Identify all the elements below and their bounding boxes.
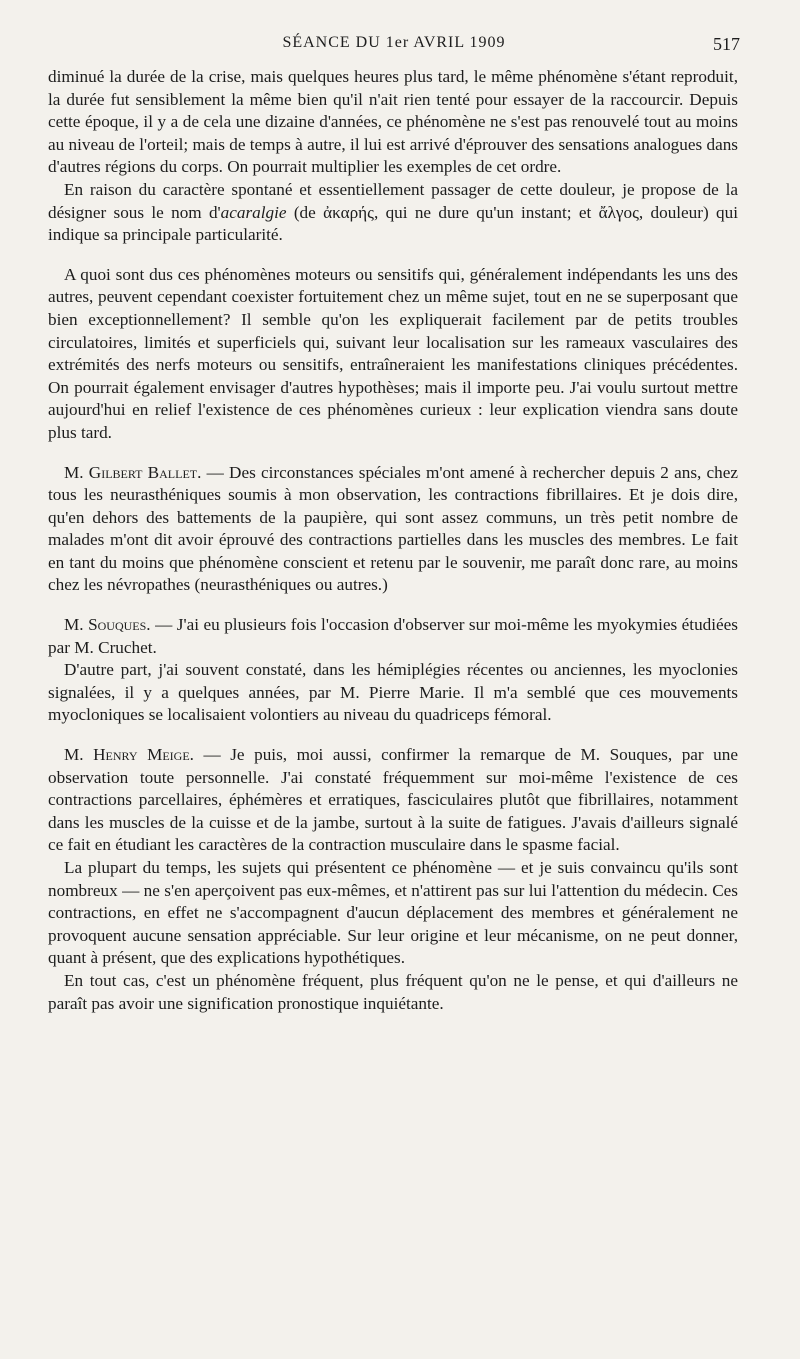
paragraph-text: — Je puis, moi aussi, confirmer la remarque de M. Souques, par une observation toute personnelle. J'ai constaté fréquemment sur moi-même l'existence de ces contractions parcellaires, éphémères et erratiques, fasciculaires plutôt que fibrillaires, notamment dans les muscles de la cuisse et de la jambe, surtout à la suite de fatigues. J'avais d'ailleurs signalé ce fait en étudiant les caractères de la contraction musculaire dans le spasme facial. [48,745,738,855]
paragraph-1 [48,66,738,179]
page-number: 517 [713,34,740,54]
paragraph-text: (de ἀκαρής, qui ne dure qu'un instant; et ἄλγος, douleur) qui indique sa principale particularité. [48,202,738,245]
body-text [48,66,738,1015]
paragraph-text: A quoi sont dus ces phénomènes moteurs ou sensitifs qui, généralement indépendants les uns des autres, peuvent cependant coexister fortuitement chez un même sujet, tout en ne se superposant que bien exceptionnellement? Il semble qu'on les expliquerait facilement par de petits troubles circulatoires, limités et superficiels qui, suivant leur localisation sur les rameaux vasculaires des extrémités des nerfs moteurs ou sensitifs, entraîneraient les manifestations cliniques précédentes. On pourrait également envisager d'autres hypothèses; mais il importe peu. J'ai voulu surtout mettre aujourd'hui en relief l'existence de ces phénomènes curieux : leur explication viendra sans doute plus tard. [48,264,738,442]
paragraph-6 [48,659,738,727]
paragraph-8 [48,857,738,970]
paragraph-text: La plupart du temps, les sujets qui présentent ce phénomène — et je suis convaincu qu'ils sont nombreux — ne s'en aperçoivent pas eux-mêmes, et n'attirent pas sur lui l'attention du médecin. Ces contractions, en effet ne s'accompagnent d'aucun déplacement des membres et généralement ne provoquent aucune sensation appréciable. Sur leur origine et leur mécanisme, on ne peut donner, quant à présent, que des explications hypothétiques. [48,858,738,968]
paragraph-text: En tout cas, c'est un phénomène fréquent, plus fréquent qu'on ne le pense, et qui d'ailleurs ne paraît pas avoir une signification pronostique inquiétante. [48,970,738,1013]
term-acaralgie: acaralgie [220,202,287,222]
paragraph-9 [48,970,738,1015]
paragraph-2 [48,179,738,247]
speaker-name: M. Gilbert Ballet. [64,462,202,482]
paragraph-3 [48,264,738,445]
paragraph-text: — Des circonstances spéciales m'ont amené à rechercher depuis 2 ans, chez tous les neurasthéniques soumis à mon observation, les contractions fibrillaires. Et je dois dire, qu'en dehors des battements de la paupière, qui sont assez communs, un très petit nombre de malades m'ont dit avoir éprouvé des contractions partielles dans les muscles des membres. Le fait en tant du moins que phénomène conscient et retenu par le souvenir, me paraît donc rare, au moins chez les névropathes (neurasthéniques ou autres.) [48,462,739,595]
paragraph-5 [48,614,738,659]
paragraph-7 [48,744,738,857]
speaker-name: M. Henry Meige. [64,745,194,765]
paragraph-text: D'autre part, j'ai souvent constaté, dans les hémiplégies récentes ou anciennes, les myoclonies signalées, il y a quelques années, par M. Pierre Marie. Il m'a semblé que ces mouvements myocloniques se localisaient volontiers au niveau du quadriceps fémoral. [48,660,738,725]
running-head: SÉANCE DU 1er AVRIL 1909 [282,34,506,51]
paragraph-text: — J'ai eu plusieurs fois l'occasion d'observer sur moi-même les myokymies étudiées par M. Cruchet. [48,615,738,657]
speaker-name: M. Souques. [64,615,151,635]
paragraph-text: diminué la durée de la crise, mais quelques heures plus tard, le même phénomène s'étant reproduit, la durée fut sensiblement la même bien qu'il n'ait rien tenté pour essayer de la raccourcir. Depuis cette époque, il y a de cela une dizaine d'années, ce phénomène ne s'est pas renouvelé tout au moins au niveau de l'orteil; mais de temps à autre, il lui est arrivé d'éprouver des sensations analogues dans d'autres régions du corps. On pourrait multiplier les exemples de cet ordre. [48,67,738,177]
page-header [48,34,740,58]
paragraph-4 [48,462,738,598]
paragraph-text: En raison du caractère spontané et essentiellement passager de cette douleur, je propose de la désigner sous le nom d' [48,179,738,222]
